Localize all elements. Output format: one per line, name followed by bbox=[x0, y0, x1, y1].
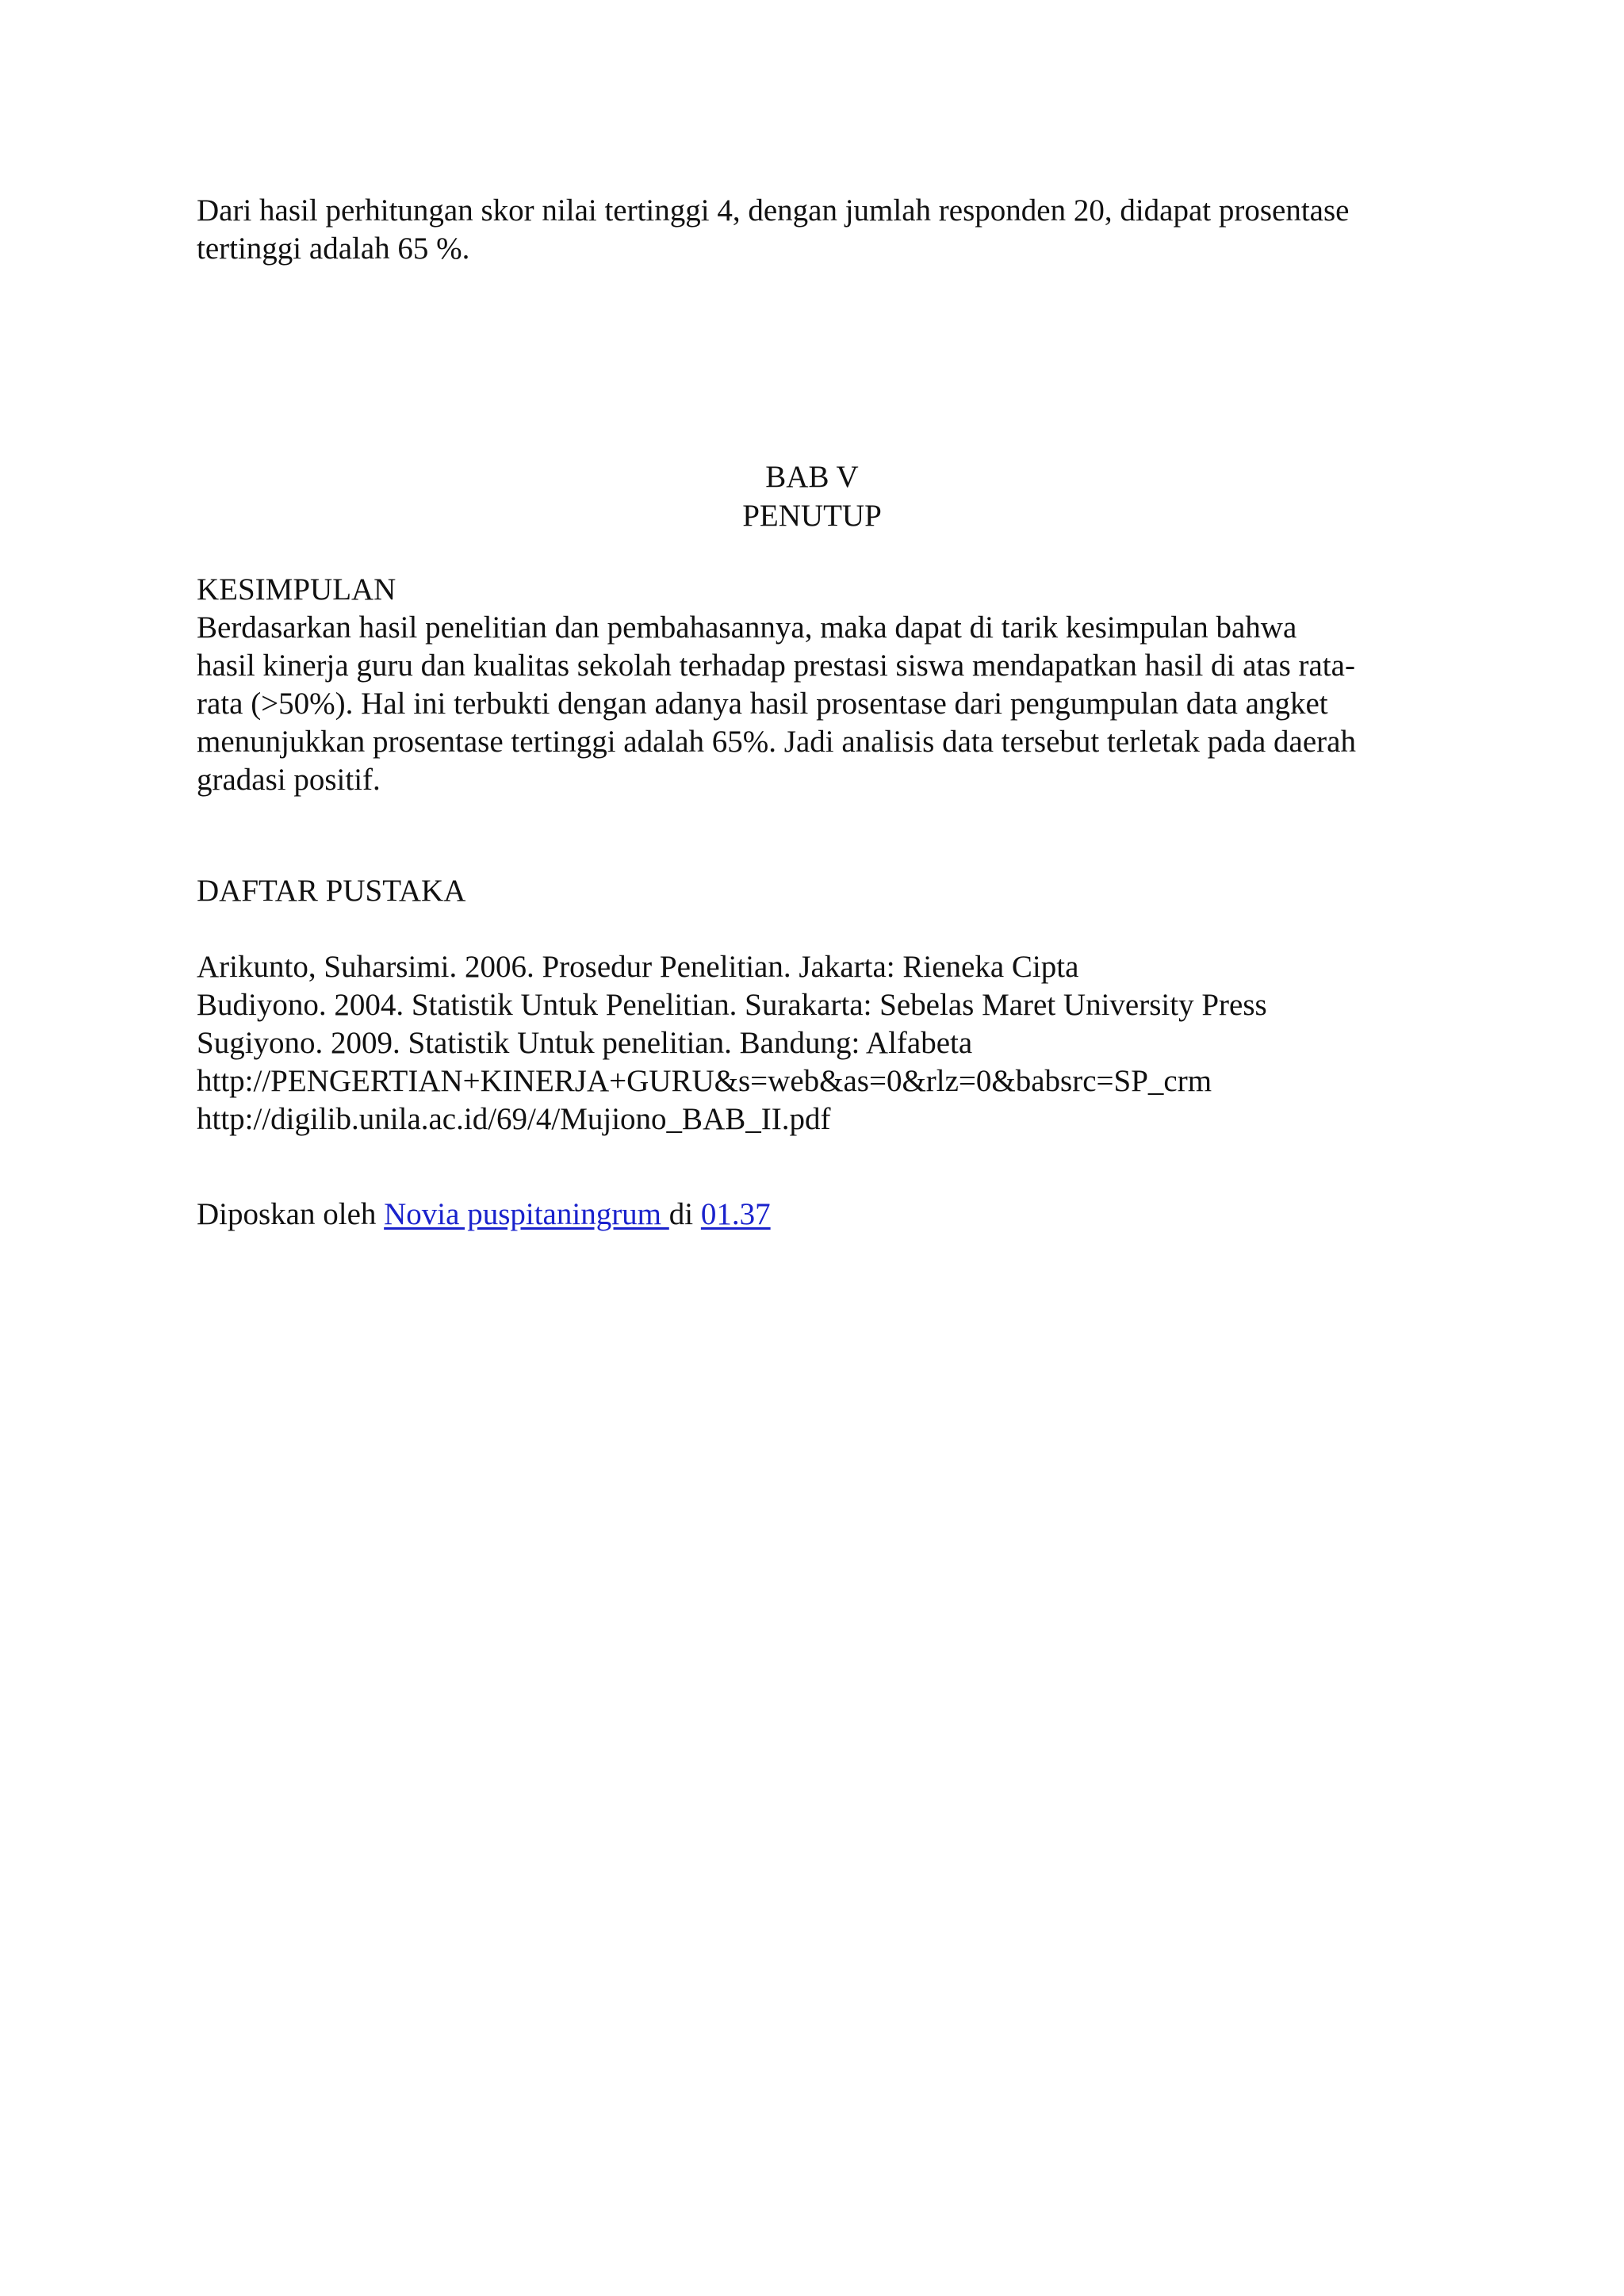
reference-item: http://PENGERTIAN+KINERJA+GURU&s=web&as=0&rlz=0&babsrc=SP_crm bbox=[197, 1064, 1212, 1098]
intro-line: tertinggi adalah 65 %. bbox=[197, 232, 470, 266]
kesimpulan-line: hasil kinerja guru dan kualitas sekolah terhadap prestasi siswa mendapatkan hasil di atas rata- bbox=[197, 649, 1355, 683]
intro-paragraph bbox=[197, 192, 1418, 268]
chapter-title: PENUTUP bbox=[742, 499, 882, 533]
intro-line: Dari hasil perhitungan skor nilai tertinggi 4, dengan jumlah responden 20, didapat prosentase bbox=[197, 193, 1350, 228]
kesimpulan-line: menunjukkan prosentase tertinggi adalah 65%. Jadi analisis data tersebut terletak pada daerah bbox=[197, 725, 1356, 759]
posted-by-label: Diposkan oleh bbox=[197, 1197, 385, 1231]
reference-item: Arikunto, Suharsimi. 2006. Prosedur Penelitian. Jakarta: Rieneka Cipta bbox=[197, 950, 1079, 984]
kesimpulan-heading: KESIMPULAN bbox=[197, 572, 396, 607]
post-time-link[interactable]: 01.37 bbox=[700, 1197, 771, 1231]
kesimpulan-line: gradasi positif. bbox=[197, 763, 381, 797]
author-link[interactable]: Novia puspitaningrum bbox=[384, 1197, 669, 1231]
reference-item: Sugiyono. 2009. Statistik Untuk penelitian. Bandung: Alfabeta bbox=[197, 1026, 973, 1060]
reference-item: Budiyono. 2004. Statistik Untuk Penelitian. Surakarta: Sebelas Maret University Press bbox=[197, 988, 1267, 1022]
posted-at-label: di bbox=[668, 1197, 701, 1231]
chapter-number: BAB V bbox=[765, 460, 859, 494]
reference-item: http://digilib.unila.ac.id/69/4/Mujiono_BAB_II.pdf bbox=[197, 1102, 831, 1136]
daftar-pustaka-heading: DAFTAR PUSTAKA bbox=[197, 874, 466, 908]
reference-list bbox=[197, 948, 1267, 1138]
kesimpulan-paragraph bbox=[197, 609, 1356, 799]
post-footer bbox=[197, 1196, 771, 1234]
kesimpulan-line: Berdasarkan hasil penelitian dan pembahasannya, maka dapat di tarik kesimpulan bahwa bbox=[197, 610, 1297, 645]
kesimpulan-line: rata (>50%). Hal ini terbukti dengan adanya hasil prosentase dari pengumpulan data angket bbox=[197, 687, 1328, 721]
